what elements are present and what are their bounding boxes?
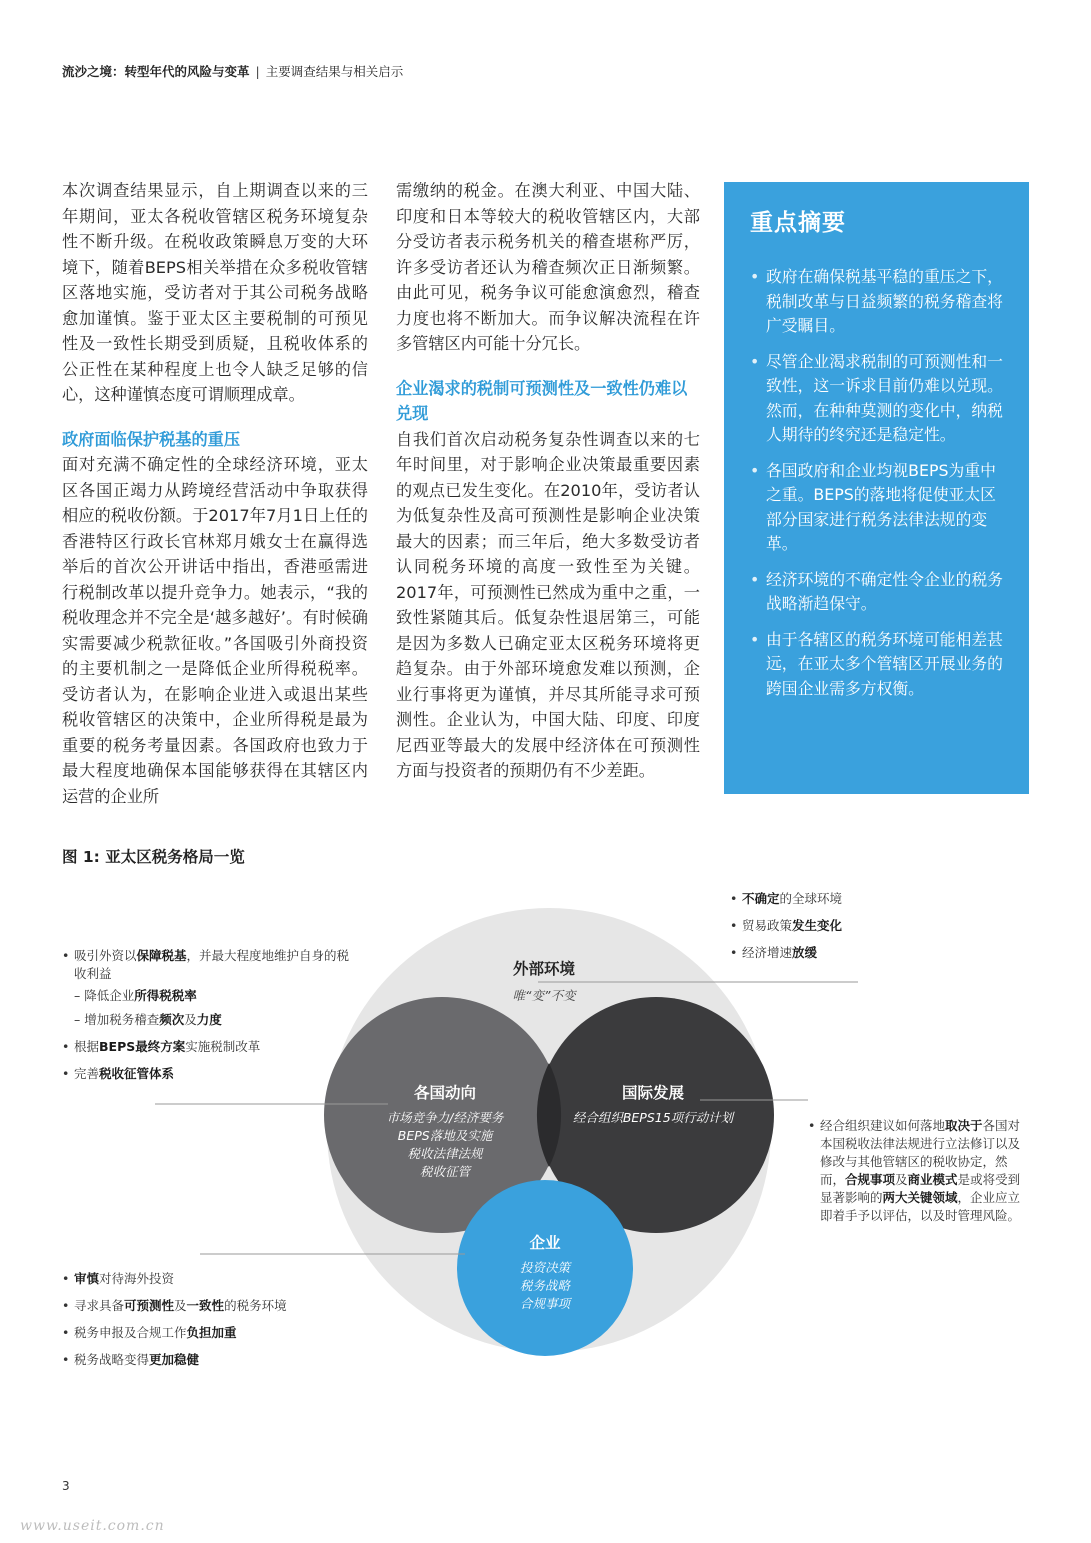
note-subitem: – 增加税务稽查频次及力度 xyxy=(62,1011,352,1029)
summary-item: • 经济环境的不确定性令企业的税务战略渐趋保守。 xyxy=(750,568,1005,617)
note-item: • 经合组织建议如何落地取决于各国对本国税收法律法规进行立法修订以及修改与其他管辖区的税收协定，然而，合规事项及商业模式是或将受到显著影响的两大关键领域，企业应立即着手予以评估，以及时管理风险。 xyxy=(808,1117,1030,1225)
paragraph: 本次调查结果显示，自上期调查以来的三年期间，亚太各税收管辖区税务环境复杂性不断升级。在税收政策瞬息万变的大环境下，随着BEPS相关举措在众多税收管辖区落地实施，受访者对于其公司税务战略愈加谨慎。鉴于亚太区主要税制的可预见性及一致性长期受到质疑，且税收体系的公正性在某种程度上也令人缺乏足够的信心，这种谨慎态度可谓顺理成章。 xyxy=(62,181,368,404)
note-subitem: – 降低企业所得税税率 xyxy=(62,987,352,1005)
bottom-line: 税务战略 xyxy=(519,1278,570,1293)
bottom-circle-label xyxy=(470,1231,620,1313)
summary-item: • 由于各辖区的税务环境可能相差甚远，在亚太多个管辖区开展业务的跨国企业需多方权衡。 xyxy=(750,628,1005,702)
report-title: 流沙之境：转型年代的风险与变革 xyxy=(62,64,250,79)
section-title: 主要调查结果与相关启示 xyxy=(265,64,404,79)
right-title: 国际发展 xyxy=(621,1084,684,1102)
left-title: 各国动向 xyxy=(413,1084,476,1102)
right-circle-label xyxy=(558,1081,748,1127)
business-notes xyxy=(62,1270,362,1378)
external-env-notes xyxy=(730,890,930,971)
left-line: 税收法律法规 xyxy=(407,1146,483,1161)
page-number: 3 xyxy=(62,1479,70,1493)
note-item: • 贸易政策发生变化 xyxy=(730,917,930,935)
paragraph: 需缴纳的税金。在澳大利亚、中国大陆、印度和日本等较大的税收管辖区内，大部分受访者表示税务机关的稽查堪称严厉，许多受访者还认为稽查频次正日渐频繁。由此可见，税务争议可能愈演愈烈，稽查力度也将不断加大。而争议解决流程在许多管辖区内可能十分冗长。 xyxy=(396,181,700,353)
summary-item: • 政府在确保税基平稳的重压之下，税制改革与日益频繁的税务稽查将广受瞩目。 xyxy=(750,265,1005,339)
left-line: 市场竞争力/经济要务 xyxy=(386,1110,504,1125)
government-notes xyxy=(62,947,352,1092)
header-separator: | xyxy=(255,64,260,79)
bottom-line: 合规事项 xyxy=(519,1296,570,1311)
bottom-title: 企业 xyxy=(529,1234,561,1252)
summary-item: • 各国政府和企业均视BEPS为重中之重。BEPS的落地将促使亚太区部分国家进行税务法律法规的变革。 xyxy=(750,459,1005,557)
note-item: • 不确定的全球环境 xyxy=(730,890,930,908)
note-item: • 根据BEPS最终方案实施税制改革 xyxy=(62,1038,352,1056)
section-heading: 企业渴求的税制可预测性及一致性仍难以兑现 xyxy=(396,378,688,423)
figure-title: 图 1: 亚太区税务格局一览 xyxy=(62,848,245,866)
note-item: • 经济增速放缓 xyxy=(730,944,930,962)
summary-title: 重点摘要 xyxy=(750,210,846,236)
note-item: • 税务申报及合规工作负担加重 xyxy=(62,1324,362,1342)
outer-subtitle: 唯“变”不变 xyxy=(512,988,576,1003)
international-notes xyxy=(808,1117,1030,1234)
section-heading: 政府面临保护税基的重压 xyxy=(62,429,241,449)
paragraph: 面对充满不确定性的全球经济环境，亚太区各国正竭力从跨境经营活动中争取获得相应的税收份额。于2017年7月1日上任的香港特区行政长官林郑月娥女士在赢得选举后的首次公开讲话中指出，香港亟需进行税制改革以提升竞争力。她表示，“我的税收理念并不完全是‘越多越好’。有时候确实需要减少税款征收。”各国吸引外商投资的主要机制之一是降低企业所得税税率。受访者认为，在影响企业进入或退出某些税收管辖区的决策中，企业所得税是最为重要的税务考量因素。各国政府也致力于最大程度地确保本国能够获得在其辖区内运营的企业所 xyxy=(62,455,368,806)
right-line: 经合组织BEPS15项行动计划 xyxy=(572,1110,734,1125)
note-item: • 吸引外资以保障税基，并最大程度地维护自身的税收利益 xyxy=(62,947,352,983)
left-line: BEPS落地及实施 xyxy=(397,1128,493,1143)
left-line: 税收征管 xyxy=(419,1164,470,1179)
bottom-line: 投资决策 xyxy=(519,1260,570,1275)
note-item: • 寻求具备可预测性及一致性的税务环境 xyxy=(62,1297,362,1315)
note-item: • 审慎对待海外投资 xyxy=(62,1270,362,1288)
note-item: • 完善税收征管体系 xyxy=(62,1065,352,1083)
left-circle-label xyxy=(352,1081,538,1181)
watermark: www.useit.com.cn xyxy=(20,1518,165,1534)
summary-item: • 尽管企业渴求税制的可预测性和一致性，这一诉求目前仍难以兑现。然而，在种种莫测的变化中，纳税人期待的终究还是稳定性。 xyxy=(750,350,1005,448)
outer-title: 外部环境 xyxy=(512,960,575,978)
outer-label xyxy=(449,957,639,1005)
paragraph: 自我们首次启动税务复杂性调查以来的七年时间里，对于影响企业决策最重要因素的观点已发生变化。在2010年，受访者认为低复杂性及高可预测性是影响企业决策最大的因素；而三年后，绝大多数受访者认同税务环境的高度一致性至为关键。2017年，可预测性已然成为重中之重，一致性紧随其后。低复杂性退居第三，可能是因为多数人已确定亚太区税务环境将更趋复杂。由于外部环境愈发难以预测，企业行事将更为谨慎，并尽其所能寻求可预测性。企业认为，中国大陆、印度、印度尼西亚等最大的发展中经济体在可预测性方面与投资者的预期仍有不少差距。 xyxy=(396,429,700,780)
note-item: • 税务战略变得更加稳健 xyxy=(62,1351,362,1369)
